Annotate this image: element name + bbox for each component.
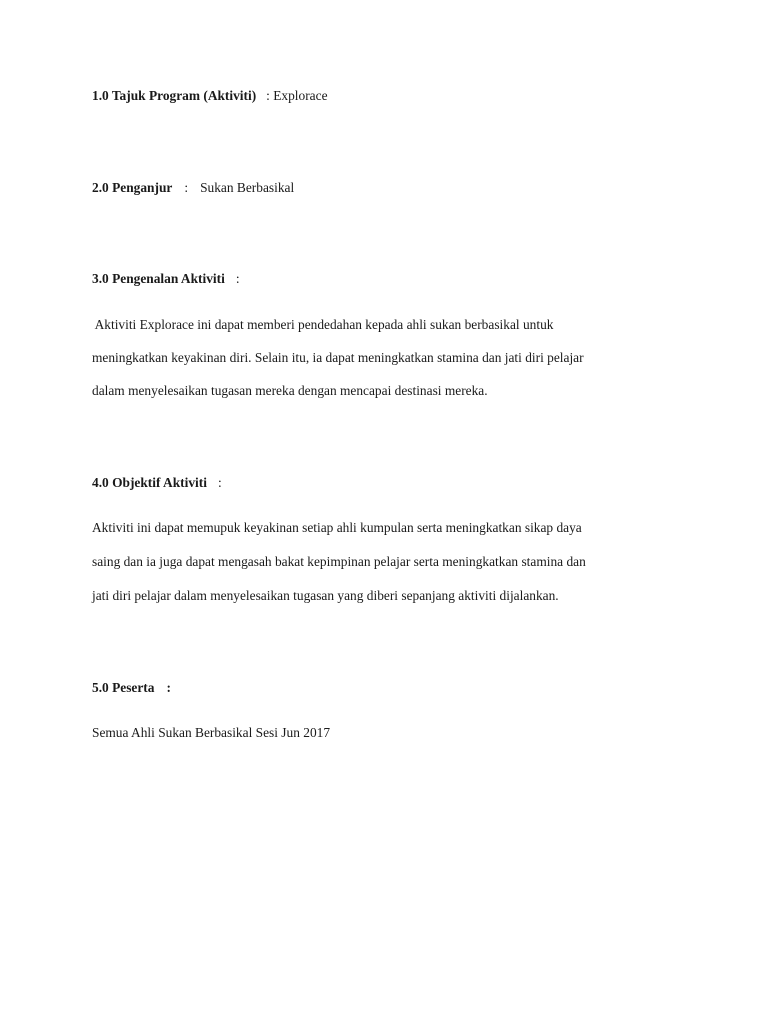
paragraph-line: dalam menyelesaikan tugasan mereka dengan mencapai destinasi mereka. [92,383,488,398]
section-3-heading: 3.0 Pengenalan Aktiviti [92,271,225,286]
section-4-line [92,475,222,491]
paragraph-line: Aktiviti Explorace ini dapat memberi pendedahan kepada ahli sukan berbasikal untuk [92,317,554,332]
section-2-line [92,180,294,196]
paragraph-line: saing dan ia juga dapat mengasah bakat kepimpinan pelajar serta meningkatkan stamina dan [92,554,586,569]
section-4-heading: 4.0 Objektif Aktiviti [92,475,207,490]
section-3-line [92,271,240,287]
section-5-heading: 5.0 Peserta [92,680,155,695]
paragraph-line: jati diri pelajar dalam menyelesaikan tugasan yang diberi sepanjang aktiviti dijalankan. [92,588,559,603]
section-2-value: Sukan Berbasikal [200,180,295,195]
section-5-value: Semua Ahli Sukan Berbasikal Sesi Jun 2017 [92,725,331,740]
paragraph-line: meningkatkan keyakinan diri. Selain itu, ia dapat meningkatkan stamina dan jati diri pelajar [92,350,584,365]
section-5-line [92,680,171,696]
section-1-heading: 1.0 Tajuk Program (Aktiviti) [92,88,257,103]
section-3-colon: : [235,271,240,286]
section-2-colon: : [184,180,189,195]
section-5-colon: : [166,680,171,695]
section-4-colon: : [217,475,222,490]
section-1-value: : Explorace [266,88,328,103]
section-1-line [92,88,328,104]
paragraph-line: Aktiviti ini dapat memupuk keyakinan setiap ahli kumpulan serta meningkatkan sikap daya [92,520,582,535]
section-2-heading: 2.0 Penganjur [92,180,173,195]
